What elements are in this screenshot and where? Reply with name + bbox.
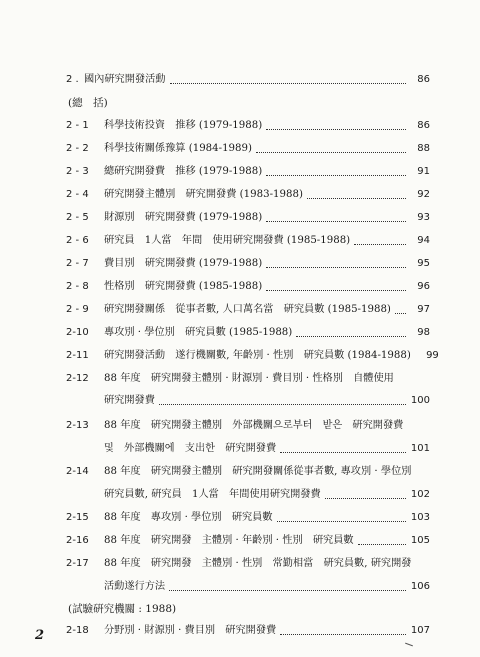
entry-page: 94 xyxy=(417,235,430,246)
toc-entry xyxy=(0,210,480,226)
entry-page: 101 xyxy=(410,443,430,454)
entry-title: 分野別 · 財源別 · 費目別 硏究開發費 xyxy=(104,625,277,636)
toc-entry xyxy=(0,348,480,364)
entry-number: 2 - 6 xyxy=(66,235,89,246)
entry-page: 92 xyxy=(417,189,430,200)
entry-number: 2 - 4 xyxy=(66,189,89,200)
dot-leader xyxy=(280,452,406,453)
dot-leader xyxy=(266,290,406,291)
dot-leader xyxy=(159,404,406,405)
entry-title: 硏究開發關係 從事者數, 人口萬名當 硏究員數 (1985-1988) xyxy=(104,304,391,315)
dot-leader xyxy=(266,221,406,222)
scan-mark xyxy=(405,643,413,647)
entry-number: 2 - 9 xyxy=(66,304,89,315)
entry-number: 2-10 xyxy=(66,327,89,338)
dot-leader xyxy=(266,175,406,176)
entry-title: 科學技術投資 推移 (1979-1988) xyxy=(104,120,263,131)
entry-title-cont: 硏究員數, 硏究員 1人當 年間使用硏究開發費 xyxy=(104,489,321,500)
entry-page: 105 xyxy=(410,535,430,546)
heading-title: 國內硏究開發活動 xyxy=(84,74,166,85)
toc-entry xyxy=(0,118,480,134)
entry-title-cont: 活動遂行方法 xyxy=(104,581,166,592)
entry-title-cont: 硏究開發費 xyxy=(104,395,155,406)
toc-entry-continuation xyxy=(0,487,480,503)
entry-number: 2 - 3 xyxy=(66,166,89,177)
section-institutes: (試驗硏究機關 : 1988) xyxy=(68,603,177,615)
entry-page: 98 xyxy=(417,327,430,338)
toc-entry xyxy=(0,141,480,157)
dot-leader xyxy=(169,590,406,591)
entry-number: 2-13 xyxy=(66,420,89,431)
entry-number: 2-16 xyxy=(66,535,89,546)
entry-title-cont: 및 外部機關에 支出한 硏究開發費 xyxy=(104,443,277,454)
page-folio: 2 xyxy=(35,628,45,643)
toc-entry xyxy=(0,279,480,295)
dot-leader xyxy=(266,129,406,130)
toc-entry-continuation xyxy=(0,441,480,457)
heading-page: 86 xyxy=(417,74,430,85)
entry-number: 2-12 xyxy=(66,373,89,384)
dot-leader xyxy=(325,498,406,499)
entry-title: 88 年度 硏究開發主體別 硏究開發關係從事者數, 專攻別 · 學位別 xyxy=(104,466,412,477)
toc-entry xyxy=(0,533,480,549)
toc-entry-continuation xyxy=(0,579,480,595)
entry-number: 2-11 xyxy=(66,350,89,361)
entry-page: 91 xyxy=(417,166,430,177)
dot-leader xyxy=(296,336,406,337)
toc-entry xyxy=(0,187,480,203)
heading-number: 2 . xyxy=(66,74,79,85)
dot-leader xyxy=(170,83,407,84)
toc-entry xyxy=(0,556,480,572)
entry-page: 97 xyxy=(417,304,430,315)
entry-page: 103 xyxy=(410,512,430,523)
entry-number: 2 - 5 xyxy=(66,212,89,223)
toc-entry xyxy=(0,164,480,180)
toc-entry xyxy=(0,371,480,387)
section-general: (總 括) xyxy=(68,97,108,109)
entry-title: 科學技術關係豫算 (1984-1989) xyxy=(104,143,252,154)
entry-title: 總硏究開發費 推移 (1979-1988) xyxy=(104,166,263,177)
entry-page: 86 xyxy=(417,120,430,131)
dot-leader xyxy=(280,634,406,635)
entry-title: 88 年度 硏究開發主體別 外部機關으로부터 받은 硏究開發費 xyxy=(104,420,404,431)
entry-page: 93 xyxy=(417,212,430,223)
entry-title: 財源別 硏究開發費 (1979-1988) xyxy=(104,212,263,223)
entry-title: 88 年度 硏究開發 主體別 · 年齡別 · 性別 硏究員數 xyxy=(104,535,354,546)
dot-leader xyxy=(266,267,406,268)
toc-entry xyxy=(0,464,480,480)
toc-heading xyxy=(0,72,480,88)
dot-leader xyxy=(395,313,406,314)
entry-title: 硏究開發主體別 硏究開發費 (1983-1988) xyxy=(104,189,303,200)
toc-entry xyxy=(0,418,480,434)
toc-entry xyxy=(0,623,480,639)
entry-number: 2 - 8 xyxy=(66,281,89,292)
entry-number: 2-15 xyxy=(66,512,89,523)
entry-number: 2 - 7 xyxy=(66,258,89,269)
toc-entry xyxy=(0,233,480,249)
entry-page: 102 xyxy=(410,489,430,500)
entry-title: 性格別 硏究開發費 (1985-1988) xyxy=(104,281,263,292)
entry-title: 硏究員 1人當 年間 使用硏究開發費 (1985-1988) xyxy=(104,235,351,246)
entry-number: 2-17 xyxy=(66,558,89,569)
entry-page: 88 xyxy=(417,143,430,154)
entry-page: 95 xyxy=(417,258,430,269)
dot-leader xyxy=(358,544,406,545)
entry-page: 96 xyxy=(417,281,430,292)
toc-entry xyxy=(0,510,480,526)
entry-page: 99 xyxy=(426,350,439,361)
entry-page: 100 xyxy=(410,395,430,406)
dot-leader xyxy=(277,521,406,522)
entry-title: 專攻別 · 學位別 硏究員數 (1985-1988) xyxy=(104,327,293,338)
entry-number: 2 - 2 xyxy=(66,143,89,154)
entry-number: 2-18 xyxy=(66,625,89,636)
toc-entry xyxy=(0,302,480,318)
entry-title: 硏究開發活動 遂行機關數, 年齡別 · 性別 硏究員數 (1984-1988) xyxy=(104,350,411,361)
entry-number: 2 - 1 xyxy=(66,120,89,131)
entry-title: 88 年度 硏究開發 主體別 · 性別 常勤相當 硏究員數, 硏究開發 xyxy=(104,558,412,569)
toc-entry-continuation xyxy=(0,393,480,409)
entry-page: 107 xyxy=(410,625,430,636)
entry-title: 費目別 硏究開發費 (1979-1988) xyxy=(104,258,263,269)
dot-leader xyxy=(307,198,406,199)
entry-title: 88 年度 硏究開發主體別 · 財源別 · 費目別 · 性格別 自體使用 xyxy=(104,373,394,384)
toc-entry xyxy=(0,325,480,341)
dot-leader xyxy=(256,152,406,153)
entry-number: 2-14 xyxy=(66,466,89,477)
entry-title: 88 年度 專攻別 · 學位別 硏究員數 xyxy=(104,512,273,523)
entry-page: 106 xyxy=(410,581,430,592)
dot-leader xyxy=(354,244,406,245)
toc-entry xyxy=(0,256,480,272)
